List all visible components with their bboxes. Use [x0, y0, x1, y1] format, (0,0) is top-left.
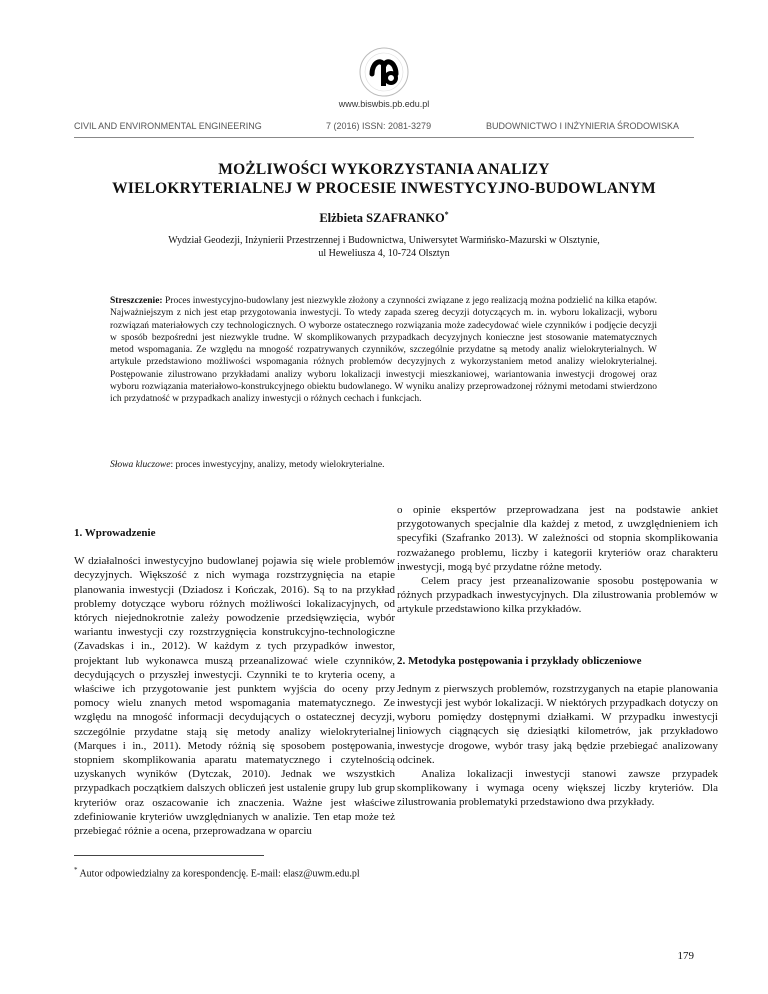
header-divider: [74, 137, 694, 138]
footnote: [74, 866, 360, 879]
author-name: [0, 210, 768, 226]
section-1-continuation: o opinie ekspertów przeprowadzana jest na podstawie ankiet przygotowanych specjalnie dla każdej z metod, z uwzględnieniem ich specyfiki (Szafranko 2013). W zależności od stopnia skomplikowania rozważanego problemu, liczby i kategorii kryteriów oraz charakteru inwestycji, mogą być przydatne różne metody.: [397, 504, 718, 573]
keywords-text: : proces inwestycyjny, analizy, metody wielokryterialne.: [170, 460, 385, 470]
author-name-text: Elżbieta SZAFRANKO: [319, 211, 445, 226]
abstract-label: Streszczenie:: [110, 296, 163, 306]
right-column: [397, 503, 718, 810]
university-emblem-icon: [356, 44, 412, 100]
author-footnote-mark: *: [444, 210, 449, 219]
title-line-2: WIELOKRYTERIALNEJ W PROCESIE INWESTYCYJNO-BUDOWLANYM: [112, 180, 656, 197]
journal-issue: 7 (2016) ISSN: 2081-3279: [326, 121, 432, 131]
affiliation-line-1: Wydział Geodezji, Inżynierii Przestrzennej i Budownictwa, Uniwersytet Warmińsko-Mazurski w Olsztynie,: [168, 235, 600, 246]
footnote-text: Autor odpowiedzialny za korespondencję. E-mail: elasz@uwm.edu.pl: [79, 868, 360, 880]
abstract: [110, 295, 657, 406]
keywords-label: Słowa kluczowe: [110, 460, 171, 470]
section-1-paragraph: W działalności inwestycyjno budowlanej pojawia się wiele problemów decyzyjnych. Większość z nich wymaga rozstrzygnięcia na etapie planowania inwestycji (Dziadosz i Kończak, 2016). Są to na przykład problemy dotyczące wyboru różnych możliwości lokalizacyjnych, od których niejednokrotnie zależy powodzenie przedsięwzięcia, wybór wariantu inwestycji czy rozstrzygnięcia konstrukcyjno-technologiczne (Zavadskas i in., 2012). W każdym z tych przypadków inwestor, projektant lub wykonawca muszą przeanalizować wiele czynników, decydujących o przyszłej inwestycji. Czynniki te to kryteria oceny, a właściwe ich przygotowanie jest punktem wyjścia do oceny przy pomocy wielu znanych metod wspomagania matematycznego. Ze względu na mnogość informacji decydujących o ostatecznej decyzji, szczególnie przydatne stają się metody analizy wielokryterialnej (Marques i in., 2011). Metody różnią się sposobem postępowania, stopniem skomplikowania aparatu matematycznego i czytelnością uzyskanych wyników (Dytczak, 2010). Jednak we wszystkich przypadkach początkiem dalszych obliczeń jest ustalenie grupy lub grup kryteriów oraz oszacowanie ich znaczenia. Ważne jest właściwe zdefiniowanie kryteriów uwzględnianych w analizie. Ten etap może też przebiegać różnie a ocena, przeprowadzana w oparciu: [74, 555, 395, 838]
section-2-paragraph-2: Analiza lokalizacji inwestycji stanowi zawsze przypadek skomplikowany i wymaga oceny większej liczby kryteriów. Dla zilustrowania problematyki przedstawiono dwa przykłady.: [397, 768, 718, 809]
section-1-heading: 1. Wprowadzenie: [74, 527, 156, 539]
journal-url[interactable]: www.biswbis.pb.edu.pl: [338, 99, 430, 109]
title-line-1: MOŻLIWOŚCI WYKORZYSTANIA ANALIZY: [218, 161, 550, 178]
affiliation-line-2: ul Heweliusza 4, 10-724 Olsztyn: [318, 248, 450, 259]
footnote-divider: [74, 855, 264, 856]
abstract-text: Proces inwestycyjno-budowlany jest niezwykle złożony a czynności związane z jego realizacją można podzielić na kilka etapów. Najważniejszym z nich jest etap przygotowania inwestycji. To wtedy zapada szereg decyzji dotyczących m. in. wyboru lokalizacji, wyboru rozwiązań materiałowych czy technologicznych. O wyborze ostatecznego rozwiązania może zadecydować wiele czynników i podjęcie decyzji w sposób bezpośredni jest niezwykle trudne. W skomplikowanych przypadkach decyzyjnych konieczne jest stosowanie matematycznych metod wspomagania. Ze względu na mnogość rozpatrywanych czynników, szczególnie przydatne są metody analiz wielokryterialnych. W artykule przedstawiono możliwości wspomagania różnych problemów decyzyjnych z wykorzystaniem metod analizy wielokryterialnej. Postępowanie zilustrowano przykładami analizy wyboru lokalizacji inwestycji mieszkaniowej, wariantowania inwestycji drogowej oraz wyboru rozwiązania materiałowo-konstrukcyjnego obiektu budowlanego. W wyniku analizy przeprowadzonej różnymi metodami stwierdzono ich przydatność w przypadkach analizy inwestycji o różnych cechach i funkcjach.: [110, 296, 657, 405]
section-2-paragraph-1: Jednym z pierwszych problemów, rozstrzyganych na etapie planowania inwestycji jest wybór lokalizacji. W niektórych przypadkach dotyczy on wyboru pomiędzy dostępnymi działkami. W przypadku inwestycji liniowych ciągnących się dziesiątki kilometrów, jak przykładowo inwestycje drogowe, wybór trasy jaką będzie przebiegać analizowany odcinek.: [397, 682, 718, 766]
section-2-heading: 2. Metodyka postępowania i przykłady obliczeniowe: [397, 654, 642, 667]
footnote-mark: *: [74, 866, 78, 874]
journal-name-pl: BUDOWNICTWO I INŻYNIERIA ŚRODOWISKA: [486, 121, 680, 131]
journal-name-en: CIVIL AND ENVIRONMENTAL ENGINEERING: [74, 121, 262, 131]
article-title: [74, 160, 694, 198]
page-number: 179: [677, 950, 694, 962]
section-1-paragraph-2: Celem pracy jest przeanalizowanie sposobu postępowania w różnych przypadkach inwestycyjnych. Dla zilustrowania problemów w artykule przedstawiono kilka przykładów.: [397, 575, 718, 616]
keywords: [110, 460, 657, 470]
left-column: [74, 526, 395, 838]
affiliation: [0, 234, 768, 260]
